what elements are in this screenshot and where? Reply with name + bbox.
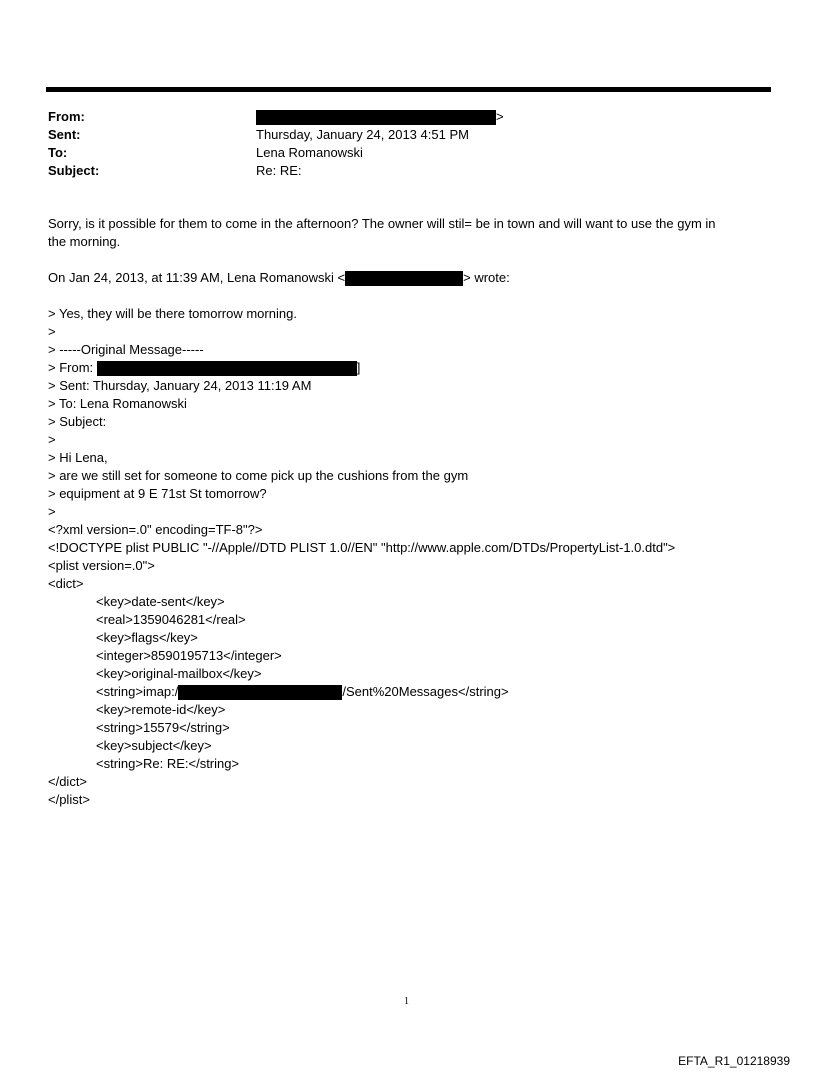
attribution-suffix: > wrote: [463, 270, 510, 285]
xml-line: <real>1359046281</real> [96, 612, 246, 627]
email-header [48, 108, 748, 180]
quoted-from-prefix: > From: [48, 360, 94, 375]
header-rule [46, 87, 771, 92]
xml-line: <key>date-sent</key> [96, 594, 225, 609]
redaction-box [178, 685, 342, 700]
subject-label: Subject: [48, 163, 100, 178]
xml-line: <key>remote-id</key> [96, 702, 226, 717]
quoted-line: > -----Original Message----- [48, 342, 204, 357]
quoted-message [48, 305, 763, 809]
quoted-line: > Yes, they will be there tomorrow morning. [48, 306, 297, 321]
imap-suffix: /Sent%20Messages</string> [342, 684, 509, 699]
redaction-box [256, 110, 496, 125]
quoted-line: > [48, 324, 56, 339]
quoted-from-line [48, 359, 763, 377]
subject-value: Re: RE: [256, 163, 302, 178]
attribution-line [48, 269, 763, 287]
xml-line: <key>flags</key> [96, 630, 198, 645]
from-suffix: > [496, 109, 504, 124]
sent-value: Thursday, January 24, 2013 4:51 PM [256, 127, 469, 142]
paragraph-line: the morning. [48, 234, 121, 249]
xml-line: <string>15579</string> [96, 720, 230, 735]
from-row [48, 108, 748, 126]
imap-prefix: <string>imap:/ [96, 684, 179, 699]
xml-line: <?xml version=.0" encoding=TF-8"?> [48, 522, 263, 537]
xml-line: <!DOCTYPE plist PUBLIC "-//Apple//DTD PLIST 1.0//EN" "http://www.apple.com/DTDs/PropertyList-1.0.dtd"> [48, 540, 676, 555]
xml-line: <key>original-mailbox</key> [96, 666, 262, 681]
xml-line: </plist> [48, 792, 90, 807]
from-value [256, 108, 504, 126]
to-row [48, 144, 748, 162]
page-number: 1 [404, 996, 409, 1007]
redaction-box [345, 271, 463, 286]
redaction-box [97, 361, 357, 376]
quoted-line: > To: Lena Romanowski [48, 396, 187, 411]
xml-line: </dict> [48, 774, 88, 789]
xml-line: <string>Re: RE:</string> [96, 756, 240, 771]
quoted-line: > Sent: Thursday, January 24, 2013 11:19 AM [48, 378, 312, 393]
xml-line: <dict> [48, 576, 84, 591]
quoted-line: > Hi Lena, [48, 450, 108, 465]
quoted-from-suffix: ] [356, 360, 361, 375]
subject-row [48, 162, 748, 180]
xml-line: <key>subject</key> [96, 738, 212, 753]
message-paragraph [48, 215, 763, 251]
quoted-line: > [48, 432, 56, 447]
quoted-line: > [48, 504, 56, 519]
attribution-prefix: On Jan 24, 2013, at 11:39 AM, Lena Romanowski < [48, 270, 346, 285]
xml-line: <plist version=.0"> [48, 558, 155, 573]
paragraph-line: Sorry, is it possible for them to come in the afternoon? The owner will stil= be in town and will want to use the gym in [48, 216, 716, 231]
quoted-line: > are we still set for someone to come pick up the cushions from the gym [48, 468, 469, 483]
reply-attribution [48, 269, 763, 287]
document-id: EFTA_R1_01218939 [678, 1054, 790, 1068]
xml-imap-line [48, 683, 763, 701]
quoted-line: > equipment at 9 E 71st St tomorrow? [48, 486, 267, 501]
xml-line: <integer>8590195713</integer> [96, 648, 282, 663]
sent-label: Sent: [48, 127, 81, 142]
to-value: Lena Romanowski [256, 145, 363, 160]
from-label: From: [48, 109, 85, 124]
quoted-line: > Subject: [48, 414, 107, 429]
to-label: To: [48, 145, 68, 160]
sent-row [48, 126, 748, 144]
